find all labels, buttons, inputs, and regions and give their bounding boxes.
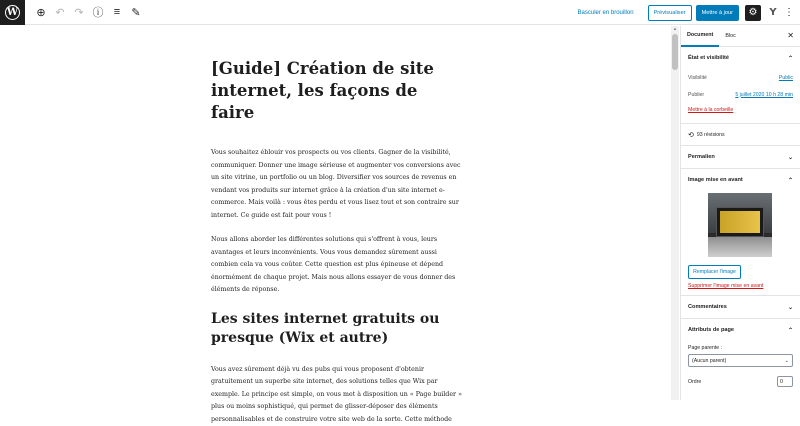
paragraph-block[interactable]: Nous allons aborder les différentes solutions qui s'offrent à vous, leurs avantages et leurs inconvénients. Vous vous demandez sûrement aussi combien cela va vous coûter. Cette question est plus épineuse et dépend énormément de chaque projet. Mais nous allons essayer de vous donner des éléments de réponse. [211,234,463,297]
tab-block[interactable]: Bloc [719,26,742,47]
paragraph-block[interactable]: Vous avez sûrement déjà vu des pubs qui vous proposent d'obtenir gratuitement un superbe site internet, des solutions telles que Wix par exemple. Le principe est simple, on vous met à disposition un « Page builder » plus ou moins sophistiqué, qui permet de glisser-déposer des éléments personnalisables et de construire votre site web de la sorte. Cette méthode [211,364,463,426]
toolbar-tools [31,4,144,20]
visibility-row [681,69,800,86]
comments-toggle[interactable] [681,296,800,318]
edit-icon[interactable]: ✎ [128,4,144,20]
panel-title: Attributs de page [688,327,734,333]
replace-image-button[interactable]: Remplacer l'image [688,265,741,279]
post-title[interactable]: [Guide] Création de site internet, les façons de faire [211,58,463,124]
chevron-up-icon: ⌃ [788,177,793,184]
preview-button[interactable]: Prévisualiser [648,5,692,21]
tab-document[interactable]: Document [681,26,719,47]
close-icon[interactable]: ✕ [787,31,794,40]
history-icon: ⟲ [688,131,694,139]
settings-gear-icon[interactable]: ⚙ [745,5,761,21]
visibility-label: Visibilité [688,75,707,81]
panel-title: Commentaires [688,304,727,310]
revisions-count: 93 révisions [697,132,725,138]
order-label: Ordre [688,379,701,385]
order-row [681,376,800,387]
wordpress-logo-button[interactable] [0,0,25,25]
scrollbar-thumb[interactable] [672,34,678,70]
undo-icon[interactable]: ↶ [52,4,68,20]
list-view-icon[interactable]: ≡ [109,4,125,20]
chevron-down-icon: ⌄ [788,304,793,311]
revisions-link[interactable] [681,124,800,146]
parent-page-label: Page parente : [681,345,800,351]
chevron-up-icon: ⌃ [788,55,793,62]
page-attributes-panel [681,319,800,387]
editor-scrollbar[interactable] [671,26,679,400]
yoast-icon[interactable]: Y [766,6,780,20]
info-icon[interactable]: ⓘ [90,4,106,20]
add-block-icon[interactable]: ⊕ [33,4,49,20]
publish-label: Publier [688,92,704,98]
remove-featured-image-link[interactable]: Supprimer l'image mise en avant [681,279,800,295]
wordpress-icon: W [5,5,20,20]
update-button[interactable]: Mettre à jour [696,5,739,21]
featured-image-thumbnail[interactable] [708,193,772,257]
heading-block[interactable]: Les sites internet gratuits ou presque (Wix et autre) [211,310,463,348]
sidebar-tabs [681,26,800,47]
post-content [211,58,463,426]
switch-to-draft-link[interactable]: Basculer en brouillon [578,10,634,16]
parent-page-select[interactable] [688,354,793,367]
panel-title: Permalien [688,154,715,160]
move-to-trash-link[interactable]: Mettre à la corbeille [681,103,800,117]
visibility-value[interactable]: Public [779,75,793,81]
order-number-input[interactable]: 0 [777,376,793,387]
settings-sidebar [680,26,800,400]
more-options-icon[interactable]: ⋮ [784,7,794,18]
publish-row [681,86,800,103]
parent-page-value: (Aucun parent) [692,358,726,364]
status-visibility-panel [681,47,800,124]
panel-title: État et visibilité [688,55,729,61]
comments-panel [681,296,800,319]
editor-toolbar [0,0,800,25]
featured-image-toggle[interactable] [681,169,800,191]
scroll-up-icon[interactable]: ▲ [671,26,679,33]
chevron-down-icon: ⌄ [788,154,793,161]
laptop-picture [716,207,764,237]
status-visibility-toggle[interactable] [681,47,800,69]
editor-canvas [0,26,670,400]
chevron-down-icon: ⌄ [785,358,789,364]
page-attributes-toggle[interactable] [681,319,800,341]
permalink-toggle[interactable] [681,146,800,168]
paragraph-block[interactable]: Vous souhaitez éblouir vos prospects ou vos clients. Gagner de la visibilité, communiquer. Donner une image sérieuse et augmenter vos conversions avec un site vitrine, un portfolio ou un blog. Diversifier vos sources de revenus en vendant vos produits sur internet grâce à la création d'un site internet e-commerce. Mais voilà : vous êtes perdu et vous lisez tout et son contraire sur internet. Ce guide est fait pour vous ! [211,147,463,222]
panel-title: Image mise en avant [688,177,743,183]
chevron-up-icon: ⌃ [788,327,793,334]
publish-date-value[interactable]: 5 juillet 2020 10 h 28 min [735,92,793,98]
permalink-panel [681,146,800,169]
toolbar-actions [578,0,794,25]
featured-image-panel [681,169,800,296]
redo-icon[interactable]: ↷ [71,4,87,20]
